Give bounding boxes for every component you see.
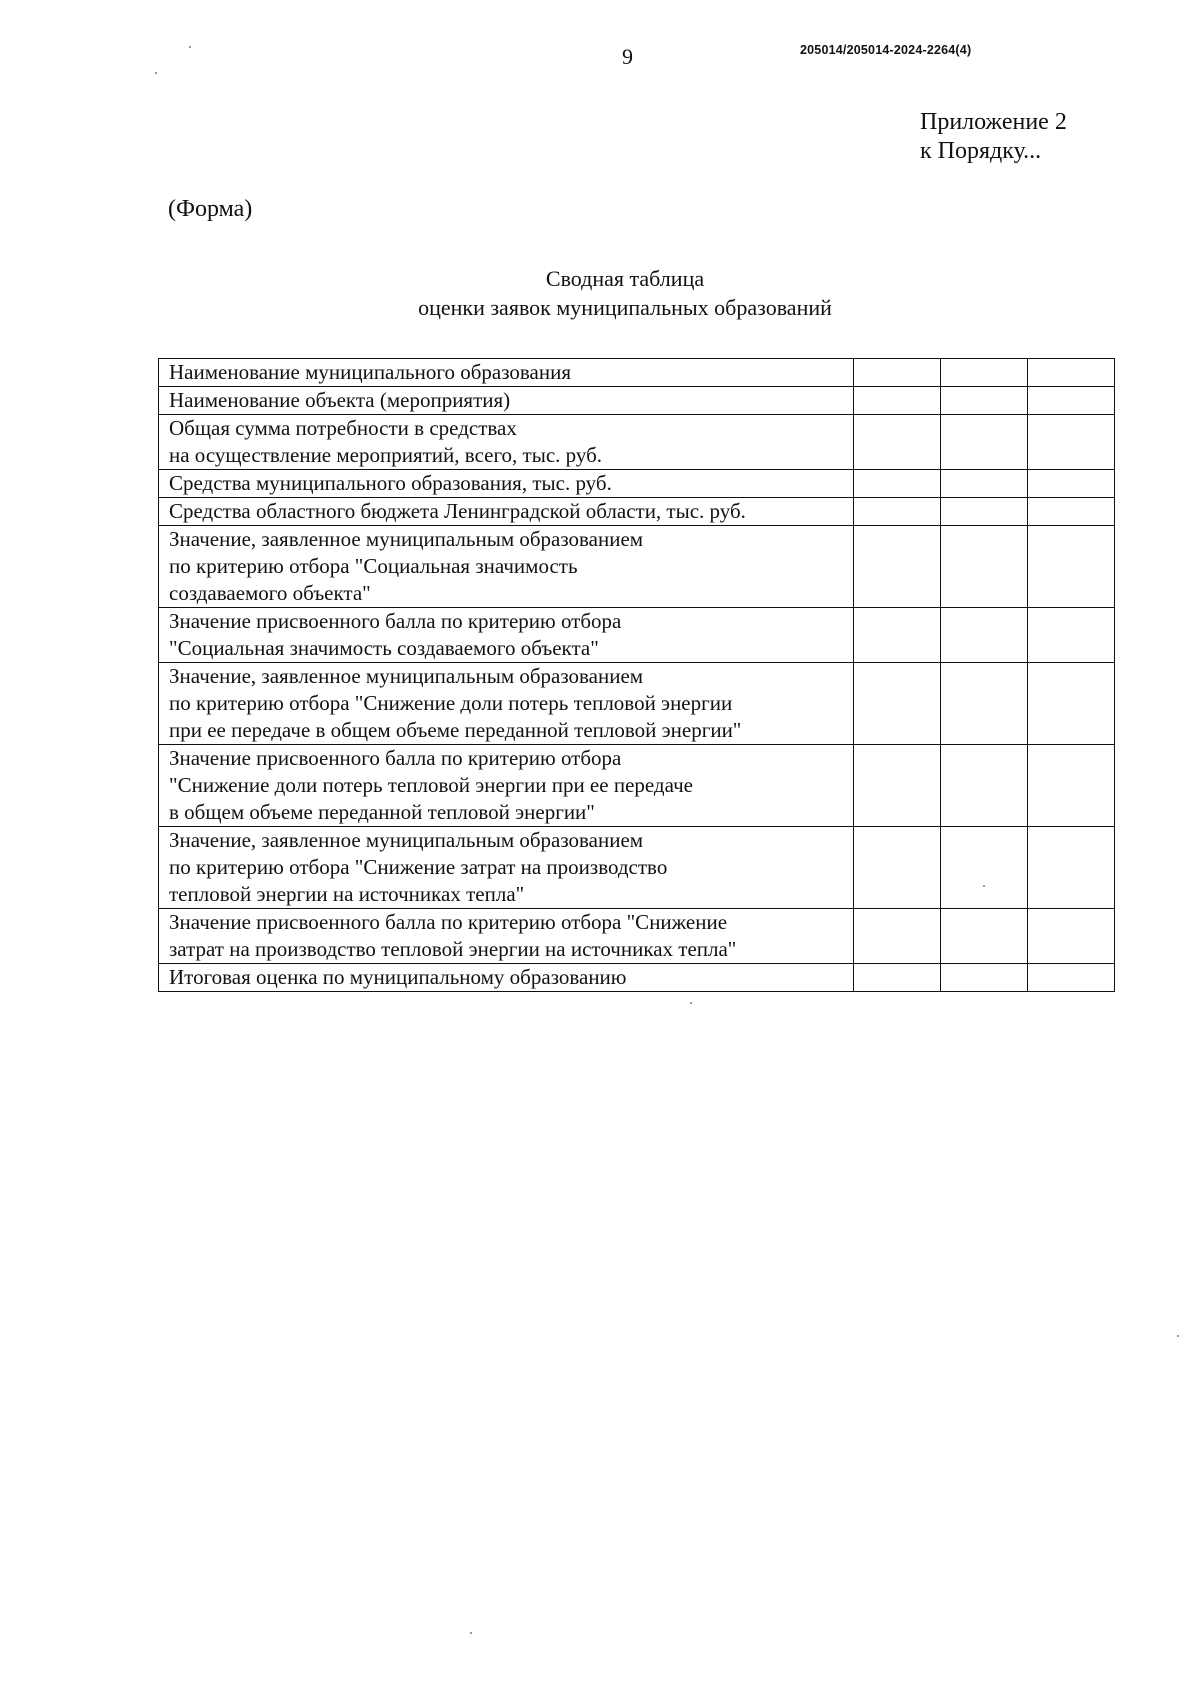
- value-cell: [854, 745, 941, 827]
- value-cell: [941, 964, 1028, 992]
- scan-speck: [690, 1002, 692, 1004]
- value-cell: [854, 663, 941, 745]
- criterion-cell: Средства областного бюджета Ленинградской области, тыс. руб.: [159, 498, 854, 526]
- criterion-cell: Значение присвоенного балла по критерию отбора "Социальная значимость создаваемого объекта": [159, 608, 854, 663]
- value-cell: [1028, 663, 1115, 745]
- criterion-cell: Значение, заявленное муниципальным образованием по критерию отбора "Снижение затрат на производство тепловой энергии на источниках тепла": [159, 827, 854, 909]
- value-cell: [854, 608, 941, 663]
- scan-speck: [155, 72, 157, 74]
- value-cell: [941, 526, 1028, 608]
- table-row: [159, 909, 1115, 964]
- table-row: [159, 964, 1115, 992]
- value-cell: [1028, 608, 1115, 663]
- value-cell: [1028, 359, 1115, 387]
- criterion-cell: Значение, заявленное муниципальным образованием по критерию отбора "Социальная значимость создаваемого объекта": [159, 526, 854, 608]
- table-title-line-1: Сводная таблица: [545, 266, 705, 291]
- document-id: 205014/205014-2024-2264(4): [800, 43, 972, 57]
- appendix-note: [920, 108, 1067, 166]
- criterion-cell: Общая сумма потребности в средствах на осуществление мероприятий, всего, тыс. руб.: [159, 415, 854, 470]
- value-cell: [941, 387, 1028, 415]
- form-label: (Форма): [168, 196, 253, 222]
- appendix-line-2: к Порядку...: [920, 138, 1042, 164]
- scan-speck: [189, 46, 191, 48]
- table-row: [159, 359, 1115, 387]
- value-cell: [854, 359, 941, 387]
- value-cell: [1028, 387, 1115, 415]
- value-cell: [941, 827, 1028, 909]
- value-cell: [854, 415, 941, 470]
- scan-speck: [1177, 1335, 1179, 1337]
- summary-table-container: [158, 358, 1104, 992]
- value-cell: [854, 470, 941, 498]
- criterion-cell: Итоговая оценка по муниципальному образованию: [159, 964, 854, 992]
- value-cell: [1028, 964, 1115, 992]
- value-cell: [941, 663, 1028, 745]
- table-row: [159, 387, 1115, 415]
- table-row: [159, 663, 1115, 745]
- table-row: [159, 498, 1115, 526]
- table-row: [159, 827, 1115, 909]
- table-row: [159, 608, 1115, 663]
- scan-speck: [470, 1632, 472, 1634]
- criterion-cell: Значение, заявленное муниципальным образованием по критерию отбора "Снижение доли потерь тепловой энергии при ее передаче в общем объеме переданной тепловой энергии": [159, 663, 854, 745]
- value-cell: [854, 827, 941, 909]
- appendix-line-1: Приложение 2: [920, 109, 1067, 135]
- summary-table-body: [159, 359, 1115, 992]
- value-cell: [941, 470, 1028, 498]
- value-cell: [1028, 526, 1115, 608]
- value-cell: [1028, 415, 1115, 470]
- value-cell: [1028, 745, 1115, 827]
- criterion-cell: Наименование объекта (мероприятия): [159, 387, 854, 415]
- summary-table: [158, 358, 1115, 992]
- scan-speck: [983, 885, 985, 887]
- criterion-cell: Наименование муниципального образования: [159, 359, 854, 387]
- value-cell: [854, 498, 941, 526]
- page-number: 9: [622, 44, 633, 69]
- value-cell: [941, 608, 1028, 663]
- value-cell: [1028, 470, 1115, 498]
- value-cell: [941, 415, 1028, 470]
- value-cell: [854, 909, 941, 964]
- table-row: [159, 526, 1115, 608]
- criterion-cell: Значение присвоенного балла по критерию отбора "Снижение доли потерь тепловой энергии при ее передаче в общем объеме переданной тепловой энергии": [159, 745, 854, 827]
- value-cell: [1028, 498, 1115, 526]
- value-cell: [941, 498, 1028, 526]
- table-row: [159, 415, 1115, 470]
- value-cell: [1028, 827, 1115, 909]
- value-cell: [941, 909, 1028, 964]
- criterion-cell: Значение присвоенного балла по критерию отбора "Снижение затрат на производство тепловой энергии на источниках тепла": [159, 909, 854, 964]
- criterion-cell: Средства муниципального образования, тыс. руб.: [159, 470, 854, 498]
- table-row: [159, 470, 1115, 498]
- table-title: [0, 264, 1200, 322]
- value-cell: [941, 745, 1028, 827]
- value-cell: [941, 359, 1028, 387]
- table-title-line-2: оценки заявок муниципальных образований: [418, 295, 832, 320]
- table-row: [159, 745, 1115, 827]
- value-cell: [854, 964, 941, 992]
- value-cell: [854, 526, 941, 608]
- value-cell: [1028, 909, 1115, 964]
- value-cell: [854, 387, 941, 415]
